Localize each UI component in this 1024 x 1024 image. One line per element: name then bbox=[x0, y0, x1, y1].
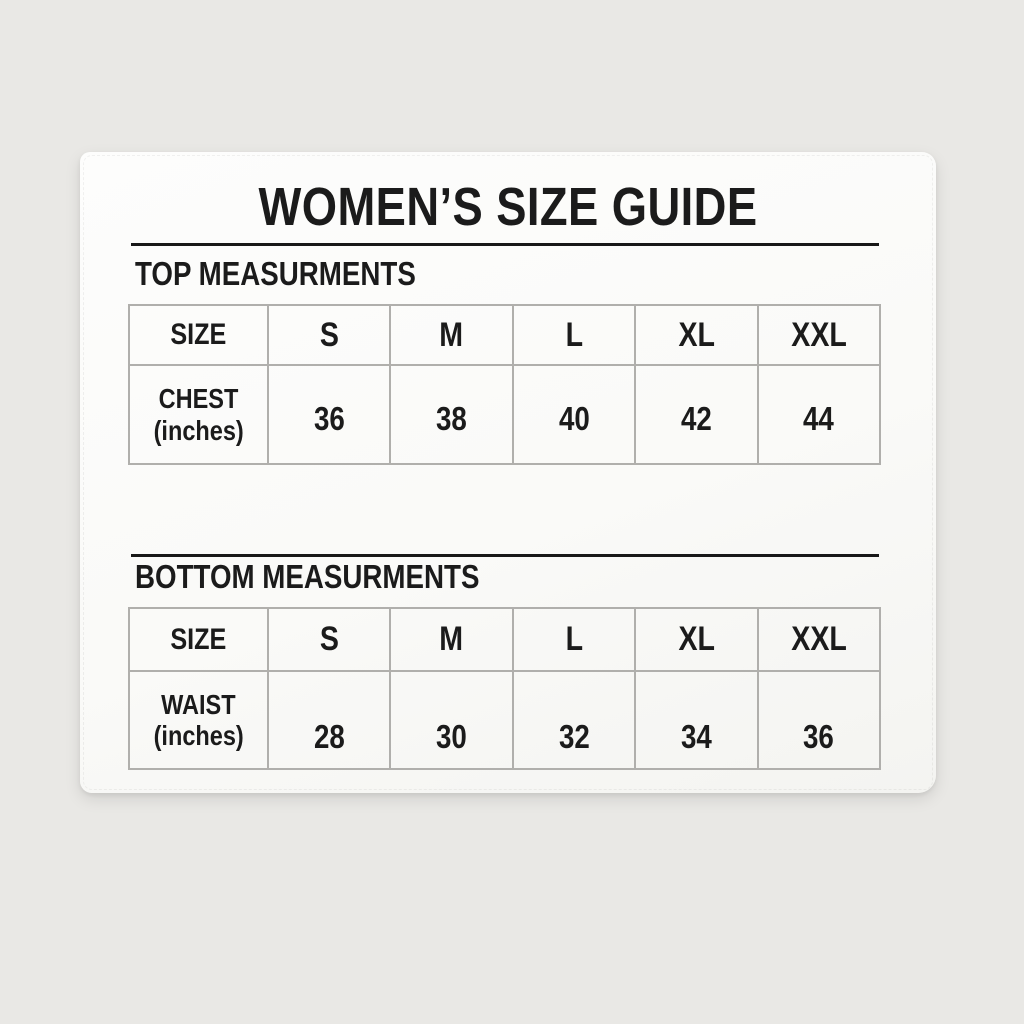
size-guide-towel bbox=[80, 152, 936, 793]
row-label-cell bbox=[129, 671, 268, 769]
table-row bbox=[129, 671, 880, 769]
measurement-unit: (inches) bbox=[153, 720, 244, 751]
section-divider bbox=[131, 554, 879, 557]
bottom-section-heading: BOTTOM MEASURMENTS bbox=[135, 558, 480, 595]
row-label-cell bbox=[129, 365, 268, 464]
header-cell: S bbox=[268, 608, 390, 671]
table-row bbox=[129, 305, 880, 365]
measurement-unit: (inches) bbox=[153, 414, 244, 446]
value-cell: 34 bbox=[635, 671, 757, 769]
top-section-heading: TOP MEASURMENTS bbox=[135, 255, 416, 292]
value-cell: 40 bbox=[513, 365, 635, 464]
header-cell: S bbox=[268, 305, 390, 365]
header-cell: M bbox=[390, 305, 512, 365]
measurement-label: WAIST bbox=[161, 688, 236, 720]
page-title-text: WOMEN’S SIZE GUIDE bbox=[258, 177, 758, 237]
header-cell: L bbox=[513, 608, 635, 671]
value-cell: 38 bbox=[390, 365, 512, 464]
title-underline bbox=[131, 243, 879, 246]
table-row bbox=[129, 365, 880, 464]
top-measurements-table bbox=[128, 304, 881, 465]
header-cell: XL bbox=[635, 305, 757, 365]
measurement-label: CHEST bbox=[158, 383, 239, 415]
header-cell-size: SIZE bbox=[129, 305, 268, 365]
value-cell: 36 bbox=[268, 365, 390, 464]
value-cell: 36 bbox=[758, 671, 880, 769]
header-cell: L bbox=[513, 305, 635, 365]
bottom-measurements-table bbox=[128, 607, 881, 770]
header-cell: XXL bbox=[758, 305, 880, 365]
header-cell: M bbox=[390, 608, 512, 671]
value-cell: 44 bbox=[758, 365, 880, 464]
table-row bbox=[129, 608, 880, 671]
header-cell: XL bbox=[635, 608, 757, 671]
header-cell: XXL bbox=[758, 608, 880, 671]
value-cell: 30 bbox=[390, 671, 512, 769]
page-title bbox=[80, 178, 936, 237]
value-cell: 28 bbox=[268, 671, 390, 769]
value-cell: 32 bbox=[513, 671, 635, 769]
value-cell: 42 bbox=[635, 365, 757, 464]
header-cell-size: SIZE bbox=[129, 608, 268, 671]
